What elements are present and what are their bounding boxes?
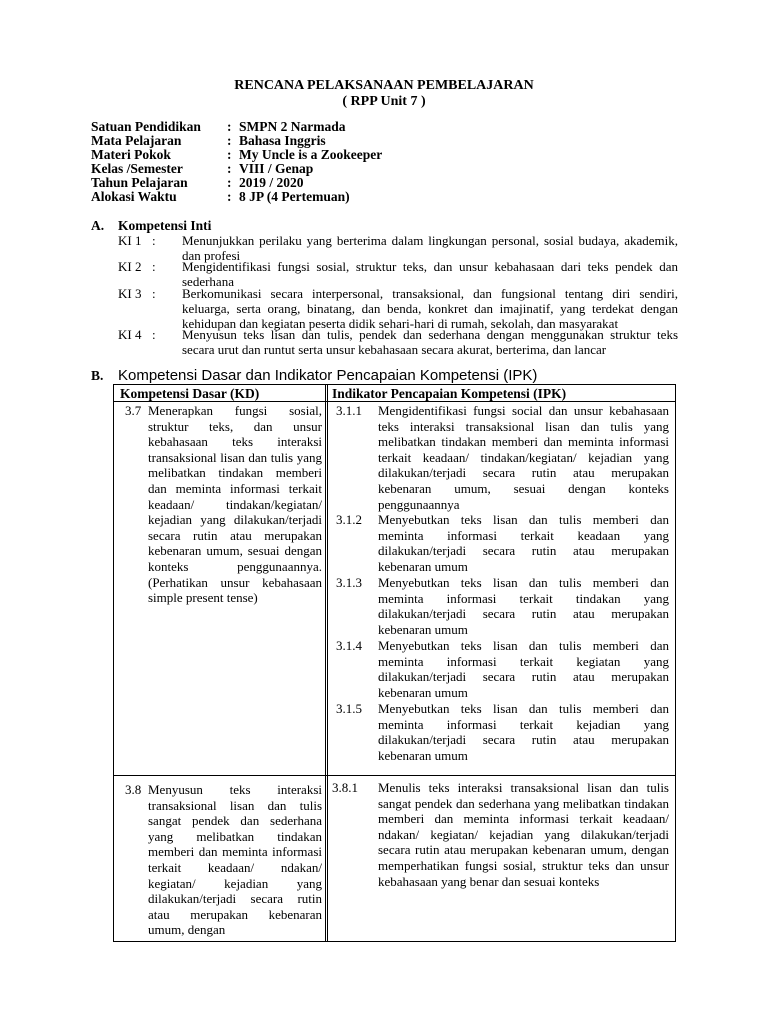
ki-text: Mengidentifikasi fungsi sosial, struktur teks, dan unsur kebahasaan dari teks pendek dan sederhana (182, 259, 678, 289)
section-title: Kompetensi Dasar dan Indikator Pencapaian Kompetensi (IPK) (118, 367, 538, 384)
section-title: Kompetensi Inti (118, 218, 212, 233)
meta-colon: : (227, 161, 232, 176)
meta-label: Kelas /Semester (91, 161, 183, 176)
meta-value: 8 JP (4 Pertemuan) (239, 189, 350, 204)
identity-block (91, 120, 382, 204)
kd-number: 3.7 (125, 403, 142, 418)
ipk-number: 3.1.2 (336, 512, 362, 527)
meta-label: Satuan Pendidikan (91, 119, 201, 134)
section-letter: A. (91, 218, 105, 233)
ki-code: KI 3 (118, 286, 142, 301)
meta-colon: : (227, 189, 232, 204)
meta-colon: : (227, 175, 232, 190)
meta-row (91, 134, 382, 148)
ipk-number: 3.8.1 (332, 780, 358, 795)
ki-colon: : (152, 259, 156, 274)
ki-text: Menunjukkan perilaku yang berterima dalam lingkungan personal, sosial budaya, akademik, dan profesi (182, 233, 678, 263)
table-rule (114, 775, 675, 776)
meta-row (91, 148, 382, 162)
meta-row (91, 176, 382, 190)
meta-label: Tahun Pelajaran (91, 175, 188, 190)
meta-row (91, 190, 382, 204)
ipk-text: Mengidentifikasi fungsi social dan unsur kebahasaan teks interaksi transaksional lisan dan tulis yang melibatkan tindakan memberi dan meminta informasi terkait keadaan/ tindakan/kegiatan/ kejadian yang dilakukan/terjadi secara rutin atau merupakan kebenaran umum, sesuai dengan konteks penggunaannya (378, 403, 669, 512)
ki-colon: : (152, 286, 156, 301)
ipk-number: 3.1.1 (336, 403, 362, 418)
table-rule (114, 401, 675, 402)
meta-row (91, 120, 382, 134)
meta-colon: : (227, 147, 232, 162)
ipk-text: Menyebutkan teks lisan dan tulis memberi dan meminta informasi terkait tindakan yang dilakukan/terjadi secara rutin atau merupakan kebenaran umum (378, 575, 669, 637)
meta-value: Bahasa Inggris (239, 133, 326, 148)
kd-number: 3.8 (125, 782, 142, 797)
ipk-text: Menulis teks interaksi transaksional lisan dan tulis sangat pendek dan sederhana yang melibatkan tindakan memberi dan meminta informasi terkait keadaan/ ndakan/ kegiatan/ kejadian yang dilakukan/terjadi secara rutin atau merupakan kebenaran umum, dengan memperhatikan fungsi sosial, struktur teks dan unsur kebahasaan yang benar dan sesuai konteks (378, 780, 669, 889)
ki-item (118, 286, 678, 331)
ki-colon: : (152, 233, 156, 248)
ipk-number: 3.1.3 (336, 575, 362, 590)
section-b-heading (91, 367, 537, 384)
table-divider (327, 385, 328, 941)
meta-row (91, 162, 382, 176)
meta-label: Materi Pokok (91, 147, 171, 162)
document-title: RENCANA PELAKSANAAN PEMBELAJARAN (234, 78, 534, 93)
section-a-heading (91, 218, 211, 233)
meta-value: VIII / Genap (239, 161, 314, 176)
ki-text: Berkomunikasi secara interpersonal, transaksional, dan fungsional tentang diri sendiri, keluarga, serta orang, binatang, dan benda, konkret dan imajinatif, yang terdekat dengan kehidupan dan kegiatan peserta didik sehari-hari di rumah, sekolah, dan masyarakat (182, 286, 678, 331)
header-ipk: Indikator Pencapaian Kompetensi (IPK) (332, 386, 567, 401)
ki-code: KI 2 (118, 259, 142, 274)
ki-code: KI 4 (118, 327, 142, 342)
meta-value: My Uncle is a Zookeeper (239, 147, 383, 162)
ki-text: Menyusun teks lisan dan tulis, pendek dan sederhana dengan menggunakan struktur teks secara urut dan runtut serta unsur kebahasaan secara akurat, berterima, dan lancar (182, 327, 678, 357)
ipk-number: 3.1.4 (336, 638, 362, 653)
kd-text: Menyusun teks interaksi transaksional lisan dan tulis sangat pendek dan sederhana yang melibatkan tindakan memberi dan meminta informasi terkait keadaan/ ndakan/ kegiatan/ kejadian yang dilakukan/terjadi secara rutin atau merupakan kebenaran umum, dengan (148, 782, 322, 938)
ki-item (118, 259, 678, 289)
ipk-text: Menyebutkan teks lisan dan tulis memberi dan meminta informasi terkait kejadian yang dilakukan/terjadi secara rutin atau merupakan kebenaran umum (378, 701, 669, 763)
ipk-number: 3.1.5 (336, 701, 362, 716)
meta-value: SMPN 2 Narmada (239, 119, 346, 134)
header-kd: Kompetensi Dasar (KD) (120, 386, 260, 401)
kd-ipk-table (113, 384, 676, 942)
meta-colon: : (227, 133, 232, 148)
kd-text: Menerapkan fungsi sosial, struktur teks, dan unsur kebahasaan teks interaksi transaksional lisan dan tulis yang melibatkan tindakan memberi dan meminta informasi terkait keadaan/ tindakan/kegiatan/ kejadian yang dilakukan/terjadi secara rutin atau merupakan kebenaran umum, sesuai dengan konteks penggunaannya. (Perhatikan unsur kebahasaan simple present tense) (148, 403, 322, 606)
document-subtitle: ( RPP Unit 7 ) (342, 94, 426, 109)
meta-value: 2019 / 2020 (239, 175, 304, 190)
meta-colon: : (227, 119, 232, 134)
ipk-text: Menyebutkan teks lisan dan tulis memberi dan meminta informasi terkait kegiatan yang dilakukan/terjadi secara rutin atau merupakan kebenaran umum (378, 638, 669, 700)
ki-item (118, 327, 678, 357)
ki-code: KI 1 (118, 233, 142, 248)
meta-label: Alokasi Waktu (91, 189, 177, 204)
meta-label: Mata Pelajaran (91, 133, 182, 148)
ki-colon: : (152, 327, 156, 342)
table-divider (325, 385, 326, 941)
ipk-text: Menyebutkan teks lisan dan tulis memberi dan meminta informasi terkait keadaan yang dilakukan/terjadi secara rutin atau merupakan kebenaran umum (378, 512, 669, 574)
section-letter: B. (91, 368, 104, 383)
